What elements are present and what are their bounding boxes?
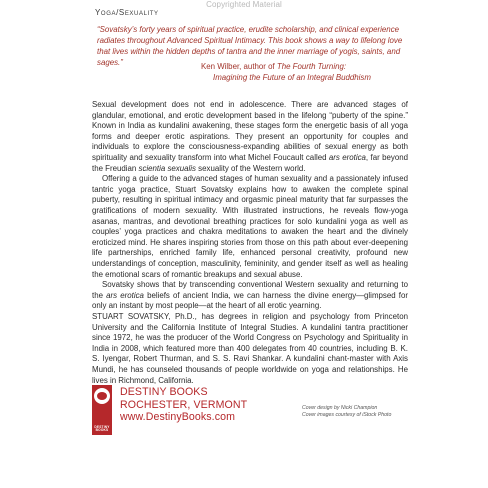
cover-image-credit: Cover images courtesy of iStock Photo (302, 411, 392, 418)
attribution-prefix: Ken Wilber, author of (201, 62, 277, 71)
p1-italic-1: ars erotica (328, 152, 366, 162)
p1-text-a: Sexual development does not end in adolescence. There are advanced stages of glandular, emotional, and erotic development based in the lifelong “puberty of the spine.” Known in India as kundalini awakening, these stages form the energetic basis of all yoga forms and deeper erotic aspirations. They present an opportunity for couples and individuals to explore the consciousness-expanding abilities of sexual energy as both spirituality and sexuality transform into what Michel Foucault called (92, 100, 408, 162)
cover-design-credit: Cover design by Nicki Champion (302, 405, 378, 411)
category-label: Yoga/Sexuality (95, 8, 159, 17)
publisher-website: www.DestinyBooks.com (120, 411, 236, 424)
attribution-title-1: The Fourth Turning: (276, 62, 347, 71)
publisher-logo (92, 385, 112, 435)
publisher-name: DESTINY BOOKS (120, 386, 208, 398)
p3-italic: ars erotica (106, 290, 144, 300)
cover-credits (302, 405, 414, 418)
p1-text-c: sexuality of the Western world. (195, 163, 306, 173)
description-paragraph-2: Offering a guide to the advanced stages of human sexuality and a passionately infused tantric yoga practice, Stuart Sovatsky explains how to awaken the complete spinal puberty, resulting in spiritual intimacy and orgasmic pineal maturity that far surpasses the gratifications of modern sexuality. With illustrated instructions, he reveals flow-yoga asanas, mantras, and devotional breathing practices for solo kundalini yoga as well as couples’ yoga practices and chakra meditations to awaken the heart and the divinely eroticized mind. He shares inspiring stories from those on this path about ever-deepening life partnerships, enriched family life, enhanced personal creativity, profound new understandings of conception, masculinity, femininity, and gender itself as well as healing the emotional scars of romantic breakups and sexual abuse. (92, 174, 408, 279)
description-paragraph-3 (92, 280, 408, 312)
p1-italic-2: scientia sexualis (138, 163, 196, 173)
p3-text-b: beliefs of ancient India, we can harness the divine energy—glimpsed for only an instant by most people—at the heart of all erotic yearning. (92, 290, 408, 311)
p1-text-b: , far beyond the Freudian (92, 152, 408, 173)
p3-text-a: Sovatsky shows that by transcending conventional Western sexuality and returning to the (92, 280, 408, 300)
publisher-info (120, 386, 247, 424)
endorsement-attribution (201, 61, 411, 83)
description-body (92, 100, 408, 312)
endorsement-quote: “Sovatsky’s forty years of spiritual practice, erudite scholarship, and clinical experience radiates throughout Advanced Spiritual Intimacy. This book shows a way to lifelong love that lives within the hidden depths of tantra and the inner marriage of yogis, saints, and sages.” (97, 25, 403, 67)
logo-text: DESTINY BOOKS (94, 424, 110, 433)
publisher-location: ROCHESTER, VERMONT (120, 398, 248, 411)
description-paragraph-1 (92, 100, 408, 174)
author-bio: STUART SOVATSKY, Ph.D., has degrees in religion and psychology from Princeton University and the California Institute of Integral Studies. A kundalini tantra practitioner since 1972, he was the producer of the World Congress on Psychology and Spirituality in India in 2008, which featured more than 400 delegates from 40 countries, including B. K. S. Iyengar, Robert Thurman, and S. S. Ravi Shankar. A kundalini chant-master with Axis Mundi, he has counseled thousands of people worldwide on yoga and relationships. He lives in Richmond, California. (92, 312, 408, 385)
watermark: Copyrighted Material (206, 0, 282, 9)
attribution-title-2: Imagining the Future of an Integral Buddhism (213, 73, 371, 82)
logo-emblem-icon (94, 388, 110, 404)
